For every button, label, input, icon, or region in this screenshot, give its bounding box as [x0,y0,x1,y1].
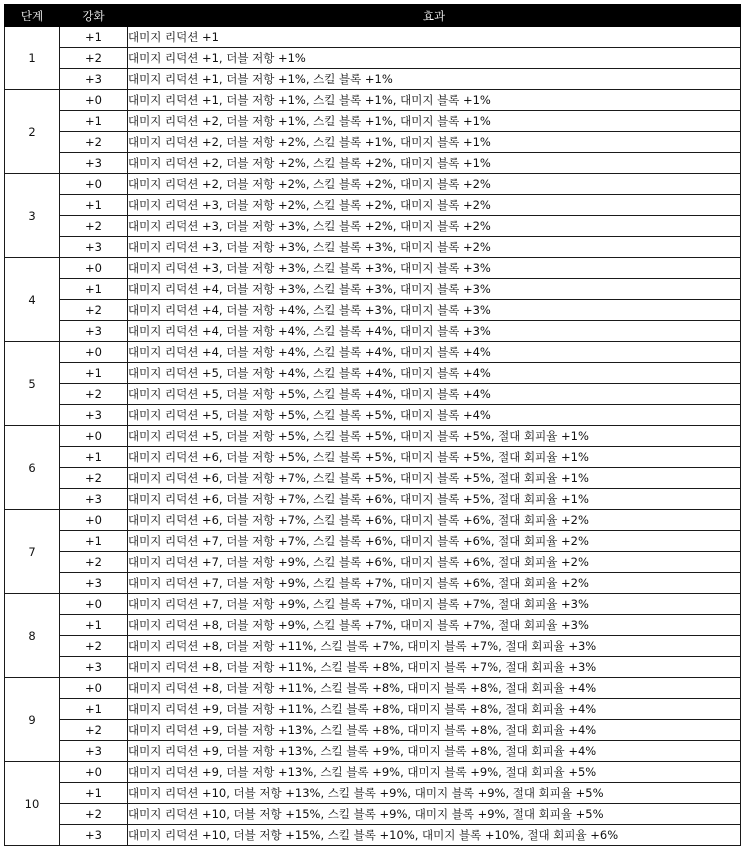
table-row [5,237,741,258]
enhance-level-cell: +0 [60,426,128,447]
table-row [5,216,741,237]
effect-cell: 대미지 리덕션 +7, 더블 저항 +9%, 스킬 블록 +6%, 대미지 블록 +6%, 절대 회피율 +2% [128,552,741,573]
effect-cell: 대미지 리덕션 +10, 더블 저항 +15%, 스킬 블록 +10%, 대미지 블록 +10%, 절대 회피율 +6% [128,825,741,846]
effect-column-header: 효과 [128,5,741,27]
effect-cell: 대미지 리덕션 +6, 더블 저항 +7%, 스킬 블록 +6%, 대미지 블록 +5%, 절대 회피율 +1% [128,489,741,510]
effect-cell: 대미지 리덕션 +5, 더블 저항 +5%, 스킬 블록 +5%, 대미지 블록 +4% [128,405,741,426]
enhance-level-cell: +3 [60,153,128,174]
enhance-level-cell: +2 [60,468,128,489]
table-row [5,426,741,447]
effect-cell: 대미지 리덕션 +1, 더블 저항 +1%, 스킬 블록 +1% [128,69,741,90]
table-row [5,468,741,489]
effect-cell: 대미지 리덕션 +8, 더블 저항 +11%, 스킬 블록 +8%, 대미지 블록 +8%, 절대 회피율 +4% [128,678,741,699]
enhance-level-cell: +3 [60,69,128,90]
effect-cell: 대미지 리덕션 +7, 더블 저항 +7%, 스킬 블록 +6%, 대미지 블록 +6%, 절대 회피율 +2% [128,531,741,552]
table-row [5,447,741,468]
table-row [5,174,741,195]
table-row [5,258,741,279]
table-row [5,573,741,594]
table-row [5,342,741,363]
effect-cell: 대미지 리덕션 +3, 더블 저항 +3%, 스킬 블록 +2%, 대미지 블록 +2% [128,216,741,237]
table-row [5,279,741,300]
enhance-level-cell: +3 [60,405,128,426]
enhance-level-cell: +1 [60,615,128,636]
enhance-level-cell: +2 [60,384,128,405]
table-row [5,405,741,426]
table-row [5,825,741,846]
effect-cell: 대미지 리덕션 +9, 더블 저항 +11%, 스킬 블록 +8%, 대미지 블록 +8%, 절대 회피율 +4% [128,699,741,720]
effect-cell: 대미지 리덕션 +3, 더블 저항 +3%, 스킬 블록 +3%, 대미지 블록 +3% [128,258,741,279]
enhance-level-cell: +1 [60,195,128,216]
table-row [5,783,741,804]
table-row [5,510,741,531]
table-row [5,615,741,636]
enhance-level-cell: +3 [60,321,128,342]
stage-cell: 6 [5,426,60,510]
enhance-level-cell: +2 [60,720,128,741]
effect-cell: 대미지 리덕션 +6, 더블 저항 +7%, 스킬 블록 +5%, 대미지 블록 +5%, 절대 회피율 +1% [128,468,741,489]
enhance-level-cell: +0 [60,762,128,783]
enhance-level-cell: +3 [60,825,128,846]
enhance-level-cell: +0 [60,510,128,531]
effect-cell: 대미지 리덕션 +1 [128,27,741,48]
stage-cell: 5 [5,342,60,426]
table-row [5,741,741,762]
table-row [5,132,741,153]
table-row [5,300,741,321]
table-row [5,48,741,69]
enhance-level-cell: +3 [60,573,128,594]
effect-cell: 대미지 리덕션 +5, 더블 저항 +5%, 스킬 블록 +4%, 대미지 블록 +4% [128,384,741,405]
enhance-level-cell: +2 [60,48,128,69]
table-row [5,195,741,216]
effect-cell: 대미지 리덕션 +9, 더블 저항 +13%, 스킬 블록 +8%, 대미지 블록 +8%, 절대 회피율 +4% [128,720,741,741]
effect-cell: 대미지 리덕션 +6, 더블 저항 +7%, 스킬 블록 +6%, 대미지 블록 +6%, 절대 회피율 +2% [128,510,741,531]
stage-cell: 1 [5,27,60,90]
effect-cell: 대미지 리덕션 +7, 더블 저항 +9%, 스킬 블록 +7%, 대미지 블록 +6%, 절대 회피율 +2% [128,573,741,594]
table-row [5,321,741,342]
enhance-level-cell: +0 [60,174,128,195]
effect-cell: 대미지 리덕션 +10, 더블 저항 +15%, 스킬 블록 +9%, 대미지 블록 +9%, 절대 회피율 +5% [128,804,741,825]
effect-cell: 대미지 리덕션 +4, 더블 저항 +4%, 스킬 블록 +3%, 대미지 블록 +3% [128,300,741,321]
table-row [5,531,741,552]
stage-cell: 7 [5,510,60,594]
stage-cell: 9 [5,678,60,762]
effect-cell: 대미지 리덕션 +7, 더블 저항 +9%, 스킬 블록 +7%, 대미지 블록 +7%, 절대 회피율 +3% [128,594,741,615]
effect-cell: 대미지 리덕션 +2, 더블 저항 +1%, 스킬 블록 +1%, 대미지 블록 +1% [128,111,741,132]
table-row [5,804,741,825]
effect-cell: 대미지 리덕션 +2, 더블 저항 +2%, 스킬 블록 +1%, 대미지 블록 +1% [128,132,741,153]
table-row [5,90,741,111]
table-row [5,27,741,48]
effect-cell: 대미지 리덕션 +2, 더블 저항 +2%, 스킬 블록 +2%, 대미지 블록 +2% [128,174,741,195]
header-row [5,5,741,27]
effect-cell: 대미지 리덕션 +10, 더블 저항 +13%, 스킬 블록 +9%, 대미지 블록 +9%, 절대 회피율 +5% [128,783,741,804]
effect-cell: 대미지 리덕션 +9, 더블 저항 +13%, 스킬 블록 +9%, 대미지 블록 +8%, 절대 회피율 +4% [128,741,741,762]
stage-cell: 3 [5,174,60,258]
stage-cell: 10 [5,762,60,846]
effect-cell: 대미지 리덕션 +4, 더블 저항 +4%, 스킬 블록 +4%, 대미지 블록 +4% [128,342,741,363]
enhance-level-cell: +2 [60,132,128,153]
enhance-level-cell: +0 [60,342,128,363]
enhance-level-cell: +1 [60,783,128,804]
effect-cell: 대미지 리덕션 +1, 더블 저항 +1%, 스킬 블록 +1%, 대미지 블록 +1% [128,90,741,111]
enhance-level-cell: +1 [60,363,128,384]
enhance-level-cell: +1 [60,699,128,720]
stage-column-header: 단계 [5,5,60,27]
table-row [5,657,741,678]
table-row [5,69,741,90]
enhance-level-cell: +1 [60,27,128,48]
table-row [5,363,741,384]
effect-cell: 대미지 리덕션 +1, 더블 저항 +1% [128,48,741,69]
table-row [5,153,741,174]
enhance-level-cell: +3 [60,237,128,258]
enhance-level-cell: +2 [60,552,128,573]
table-row [5,111,741,132]
stage-cell: 2 [5,90,60,174]
effect-cell: 대미지 리덕션 +6, 더블 저항 +5%, 스킬 블록 +5%, 대미지 블록 +5%, 절대 회피율 +1% [128,447,741,468]
enhance-level-cell: +3 [60,489,128,510]
enhance-level-cell: +1 [60,531,128,552]
enhance-level-cell: +1 [60,447,128,468]
enhance-level-cell: +0 [60,594,128,615]
stage-cell: 8 [5,594,60,678]
enhance-level-cell: +2 [60,636,128,657]
enhance-level-cell: +2 [60,804,128,825]
effect-cell: 대미지 리덕션 +3, 더블 저항 +2%, 스킬 블록 +2%, 대미지 블록 +2% [128,195,741,216]
enhancement-effects-table [4,4,741,846]
effect-cell: 대미지 리덕션 +2, 더블 저항 +2%, 스킬 블록 +2%, 대미지 블록 +1% [128,153,741,174]
effect-cell: 대미지 리덕션 +8, 더블 저항 +9%, 스킬 블록 +7%, 대미지 블록 +7%, 절대 회피율 +3% [128,615,741,636]
enhance-level-cell: +1 [60,279,128,300]
effect-cell: 대미지 리덕션 +5, 더블 저항 +4%, 스킬 블록 +4%, 대미지 블록 +4% [128,363,741,384]
enhance-level-cell: +3 [60,657,128,678]
table-row [5,489,741,510]
table-row [5,720,741,741]
table-row [5,678,741,699]
effect-cell: 대미지 리덕션 +8, 더블 저항 +11%, 스킬 블록 +7%, 대미지 블록 +7%, 절대 회피율 +3% [128,636,741,657]
effect-cell: 대미지 리덕션 +4, 더블 저항 +4%, 스킬 블록 +4%, 대미지 블록 +3% [128,321,741,342]
enhance-level-cell: +0 [60,90,128,111]
enhance-level-cell: +2 [60,300,128,321]
effect-cell: 대미지 리덕션 +4, 더블 저항 +3%, 스킬 블록 +3%, 대미지 블록 +3% [128,279,741,300]
effect-cell: 대미지 리덕션 +5, 더블 저항 +5%, 스킬 블록 +5%, 대미지 블록 +5%, 절대 회피율 +1% [128,426,741,447]
enhance-level-cell: +0 [60,678,128,699]
table-body [5,27,741,846]
enhance-level-cell: +2 [60,216,128,237]
table-row [5,699,741,720]
table-row [5,762,741,783]
table-row [5,552,741,573]
effect-cell: 대미지 리덕션 +9, 더블 저항 +13%, 스킬 블록 +9%, 대미지 블록 +9%, 절대 회피율 +5% [128,762,741,783]
table-row [5,636,741,657]
enhance-level-cell: +1 [60,111,128,132]
effect-cell: 대미지 리덕션 +8, 더블 저항 +11%, 스킬 블록 +8%, 대미지 블록 +7%, 절대 회피율 +3% [128,657,741,678]
stage-cell: 4 [5,258,60,342]
enhance-level-cell: +3 [60,741,128,762]
table-row [5,384,741,405]
effect-cell: 대미지 리덕션 +3, 더블 저항 +3%, 스킬 블록 +3%, 대미지 블록 +2% [128,237,741,258]
table-row [5,594,741,615]
enhance-column-header: 강화 [60,5,128,27]
enhance-level-cell: +0 [60,258,128,279]
